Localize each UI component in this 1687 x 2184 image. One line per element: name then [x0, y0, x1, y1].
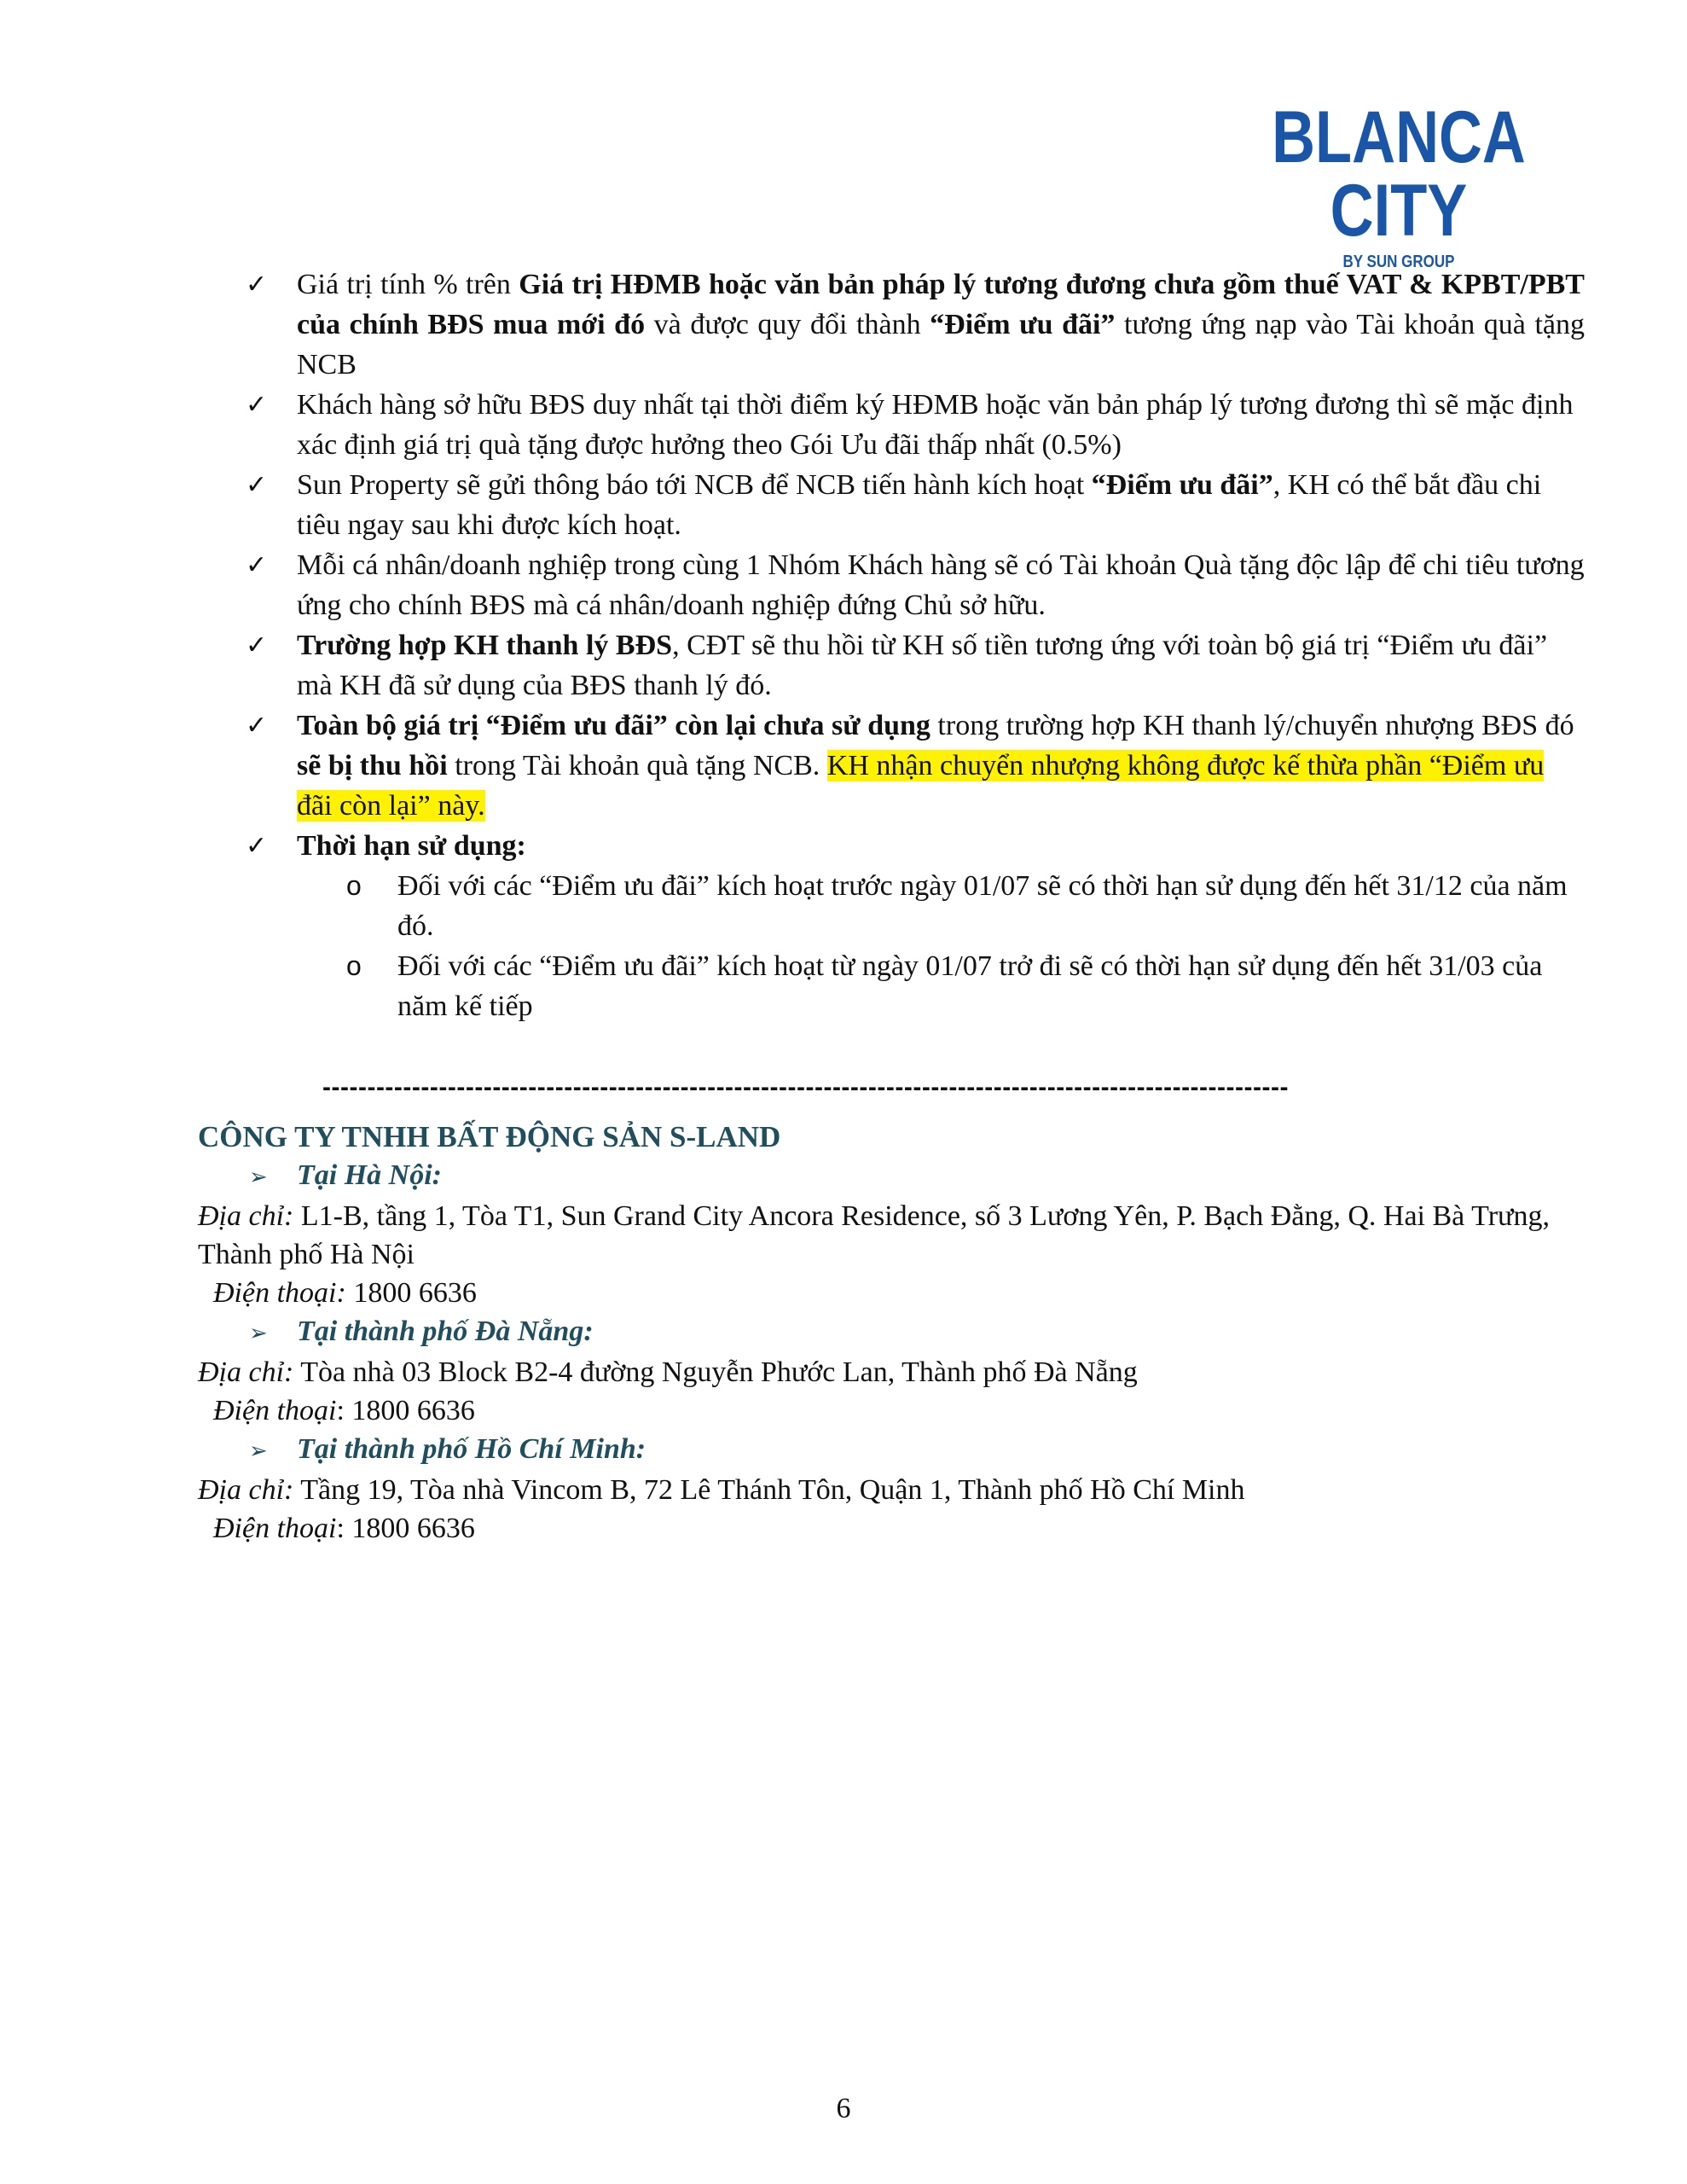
- sub-list-item: o Đối với các “Điểm ưu đãi” kích hoạt trước ngày 01/07 sẽ có thời hạn sử dụng đến hết 31/12 của năm đó.: [297, 866, 1585, 946]
- highlighted-note: KH nhận chuyển nhượng không được kế thừa phần “Điểm ưu đãi còn lại” này.: [297, 750, 1545, 822]
- hollow-circle-bullet-icon: o: [346, 870, 362, 901]
- sub-list-item: o Đối với các “Điểm ưu đãi” kích hoạt từ ngày 01/07 trở đi sẽ có thời hạn sử dụng đến hết 31/03 của năm kế tiếp: [297, 946, 1585, 1026]
- list-item: [246, 826, 1585, 1026]
- arrow-bullet-icon: ➢: [249, 1438, 268, 1464]
- hollow-circle-bullet-icon: o: [346, 950, 362, 981]
- contact-section: [198, 1118, 1562, 1548]
- check-mark-icon: ✓: [246, 630, 268, 660]
- list-item: ✓ Mỗi cá nhân/doanh nghiệp trong cùng 1 Nhóm Khách hàng sẽ có Tài khoản Quà tặng độc lập để chi tiêu tương ứng cho chính BĐS mà cá nhân/doanh nghiệp đứng Chủ sở hữu.: [246, 545, 1585, 625]
- page-number: 6: [836, 2093, 851, 2124]
- office-phone-danang: Điện thoại: 1800 6636: [213, 1395, 475, 1426]
- office-address-hanoi: Địa chỉ: L1-B, tầng 1, Tòa T1, Sun Grand City Ancora Residence, số 3 Lương Yên, P. Bạch Đằng, Q. Hai Bà Trưng, Thành phố Hà Nội: [198, 1200, 1550, 1270]
- section-divider: ------------------------------------------------------------------------------------------------------------: [322, 1073, 1289, 1101]
- office-address-danang: Địa chỉ: Tòa nhà 03 Block B2-4 đường Nguyễn Phước Lan, Thành phố Đà Nẵng: [198, 1356, 1138, 1388]
- list-item: ✓ Toàn bộ giá trị “Điểm ưu đãi” còn lại chưa sử dụng trong trường hợp KH thanh lý/chuyển nhượng BĐS đó sẽ bị thu hồi trong Tài khoản quà tặng NCB. KH nhận chuyển nhượng không được kế thừa phần “Điểm ưu đãi còn lại” này.: [246, 706, 1585, 826]
- validity-heading: Thời hạn sử dụng:: [297, 830, 526, 862]
- office-heading-hcm: ➢ Tại thành phố Hồ Chí Minh:: [198, 1430, 1562, 1471]
- check-mark-icon: ✓: [246, 470, 268, 500]
- office-heading-danang: ➢ Tại thành phố Đà Nẵng:: [198, 1312, 1562, 1353]
- check-mark-icon: ✓: [246, 390, 268, 420]
- logo-tagline: BY SUN GROUP: [1342, 253, 1455, 271]
- list-item: ✓ Sun Property sẽ gửi thông báo tới NCB để NCB tiến hành kích hoạt “Điểm ưu đãi”, KH có thể bắt đầu chi tiêu ngay sau khi được kích hoạt.: [246, 465, 1585, 545]
- arrow-bullet-icon: ➢: [249, 1165, 268, 1190]
- office-address-hcm: Địa chỉ: Tầng 19, Tòa nhà Vincom B, 72 Lê Thánh Tôn, Quận 1, Thành phố Hồ Chí Minh: [198, 1474, 1245, 1506]
- list-item: ✓ Khách hàng sở hữu BĐS duy nhất tại thời điểm ký HĐMB hoặc văn bản pháp lý tương đương thì sẽ mặc định xác định giá trị quà tặng được hưởng theo Gói Ưu đãi thấp nhất (0.5%): [246, 385, 1585, 465]
- conditions-checklist: [246, 264, 1585, 1026]
- logo-brand-text: BLANCA CITY: [1272, 96, 1526, 252]
- check-mark-icon: ✓: [246, 550, 268, 580]
- check-mark-icon: ✓: [246, 831, 268, 861]
- arrow-bullet-icon: ➢: [249, 1321, 268, 1346]
- validity-sublist: [297, 866, 1585, 1026]
- check-mark-icon: ✓: [246, 711, 268, 741]
- office-heading-hanoi: ➢ Tại Hà Nội:: [198, 1156, 1562, 1197]
- check-mark-icon: ✓: [246, 270, 268, 299]
- list-item: ✓ Trường hợp KH thanh lý BĐS, CĐT sẽ thu hồi từ KH số tiền tương ứng với toàn bộ giá trị “Điểm ưu đãi” mà KH đã sử dụng của BĐS thanh lý đó.: [246, 625, 1585, 706]
- office-phone-hanoi: Điện thoại: 1800 6636: [213, 1277, 477, 1309]
- list-item: ✓ Giá trị tính % trên Giá trị HĐMB hoặc văn bản pháp lý tương đương chưa gồm thuế VAT & KPBT/PBT của chính BĐS mua mới đó và được quy đổi thành “Điểm ưu đãi” tương ứng nạp vào Tài khoản quà tặng NCB: [246, 264, 1585, 385]
- office-phone-hcm: Điện thoại: 1800 6636: [213, 1513, 475, 1544]
- blanca-city-logo: [1220, 61, 1578, 271]
- company-name: CÔNG TY TNHH BẤT ĐỘNG SẢN S-LAND: [198, 1120, 781, 1153]
